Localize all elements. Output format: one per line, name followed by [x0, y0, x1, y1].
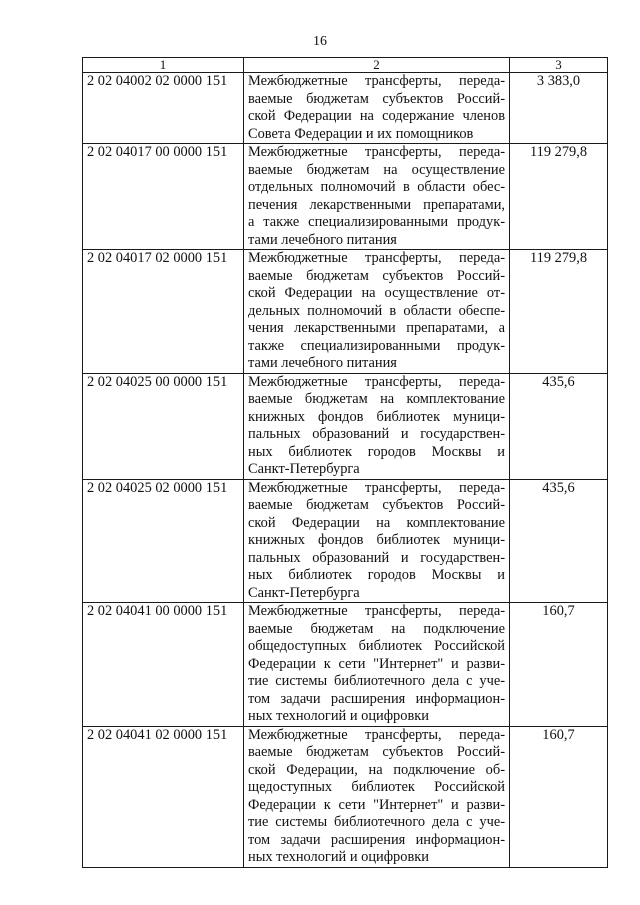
amount: 3 383,0 [510, 73, 608, 144]
budget-code: 2 02 04041 00 0000 151 [83, 603, 244, 727]
table-row [83, 373, 608, 479]
description-line: пальных образований и государствен- [248, 426, 505, 442]
description-line: Межбюджетные трансферты, переда- [248, 726, 505, 743]
budget-table [82, 57, 608, 868]
description [244, 250, 510, 374]
table-body [83, 73, 608, 868]
description-line: ваемые бюджетам субъектов Россий- [248, 744, 505, 760]
description-line: тами лечебного питания [248, 355, 397, 371]
table-header [83, 58, 608, 73]
table-row [83, 479, 608, 603]
amount: 119 279,8 [510, 144, 608, 250]
description-line: Межбюджетные трансферты, переда- [248, 603, 505, 619]
description [244, 726, 510, 867]
description-line: Санкт-Петербурга [248, 584, 360, 601]
budget-code: 2 02 04025 02 0000 151 [83, 479, 244, 603]
description-line: также специализированными продук- [248, 337, 505, 354]
description-line: Межбюджетные трансферты, переда- [248, 73, 505, 89]
description-line: том задачи расширения информацион- [248, 831, 505, 848]
description-line: ных библиотек городов Москвы и [248, 567, 505, 583]
description-line: Межбюджетные трансферты, переда- [248, 250, 505, 266]
description-line: печения лекарственными препаратами, [248, 196, 505, 213]
column-header-3: 3 [510, 58, 608, 73]
header-row [83, 58, 608, 73]
description [244, 73, 510, 144]
table-row [83, 73, 608, 144]
description-line: а также специализированными продук- [248, 214, 505, 230]
description-line: ваемые бюджетам субъектов Россий- [248, 497, 505, 513]
description-line: пальных образований и государствен- [248, 549, 505, 566]
description-line: ваемые бюджетам на подключение [248, 620, 505, 637]
description [244, 144, 510, 250]
column-header-2: 2 [244, 58, 510, 73]
description-line: ваемые бюджетам на комплектование [248, 391, 505, 407]
amount: 435,6 [510, 373, 608, 479]
description-line: ской Федерации на содержание членов [248, 108, 505, 124]
description-line: тами лечебного питания [248, 231, 397, 248]
description [244, 603, 510, 727]
budget-code: 2 02 04025 00 0000 151 [83, 373, 244, 479]
description-line: Совета Федерации и их помощников [248, 125, 474, 142]
description-line: тие системы библиотечного дела с уче- [248, 673, 505, 689]
budget-code: 2 02 04002 02 0000 151 [83, 73, 244, 144]
description-line: ных библиотек городов Москвы и [248, 443, 505, 460]
table-row [83, 250, 608, 374]
description-line: Федерации к сети "Интернет" и разви- [248, 796, 505, 813]
description-line: щедоступных библиотек Российской [248, 779, 505, 795]
description-line: дельных полномочий в области обеспе- [248, 302, 505, 319]
description-line: том задачи расширения информацион- [248, 690, 505, 707]
description-line: ваемые бюджетам субъектов Россий- [248, 267, 505, 284]
amount: 160,7 [510, 603, 608, 727]
amount: 119 279,8 [510, 250, 608, 374]
description-line: ваемые бюджетам субъектов Россий- [248, 90, 505, 107]
description-line: книжных фондов библиотек муници- [248, 408, 505, 425]
description-line: ской Федерации на комплектование [248, 514, 505, 531]
description-line: отдельных полномочий в области обес- [248, 179, 505, 195]
column-header-1: 1 [83, 58, 244, 73]
table-row [83, 726, 608, 867]
amount: 435,6 [510, 479, 608, 603]
description [244, 373, 510, 479]
budget-code: 2 02 04017 00 0000 151 [83, 144, 244, 250]
table-row [83, 603, 608, 727]
description-line: Санкт-Петербурга [248, 461, 360, 477]
description [244, 479, 510, 603]
description-line: общедоступных библиотек Российской [248, 638, 505, 654]
description-line: Межбюджетные трансферты, переда- [248, 373, 505, 390]
table-row [83, 144, 608, 250]
description-line: ных технологий и оцифровки [248, 708, 429, 724]
budget-code: 2 02 04017 02 0000 151 [83, 250, 244, 374]
description-line: Межбюджетные трансферты, переда- [248, 479, 505, 496]
description-line: Федерации к сети "Интернет" и разви- [248, 655, 505, 672]
description-line: ваемые бюджетам на осуществление [248, 161, 505, 178]
page-number: 16 [313, 34, 327, 49]
description-line: ской Федерации на осуществление от- [248, 285, 505, 301]
description-line: тие системы библиотечного дела с уче- [248, 814, 505, 830]
description-line: чения лекарственными препаратами, а [248, 320, 505, 336]
amount: 160,7 [510, 726, 608, 867]
description-line: книжных фондов библиотек муници- [248, 532, 505, 548]
budget-code: 2 02 04041 02 0000 151 [83, 726, 244, 867]
description-line: ных технологий и оцифровки [248, 849, 429, 865]
description-line: Межбюджетные трансферты, переда- [248, 144, 505, 160]
description-line: ской Федерации, на подключение об- [248, 761, 505, 778]
